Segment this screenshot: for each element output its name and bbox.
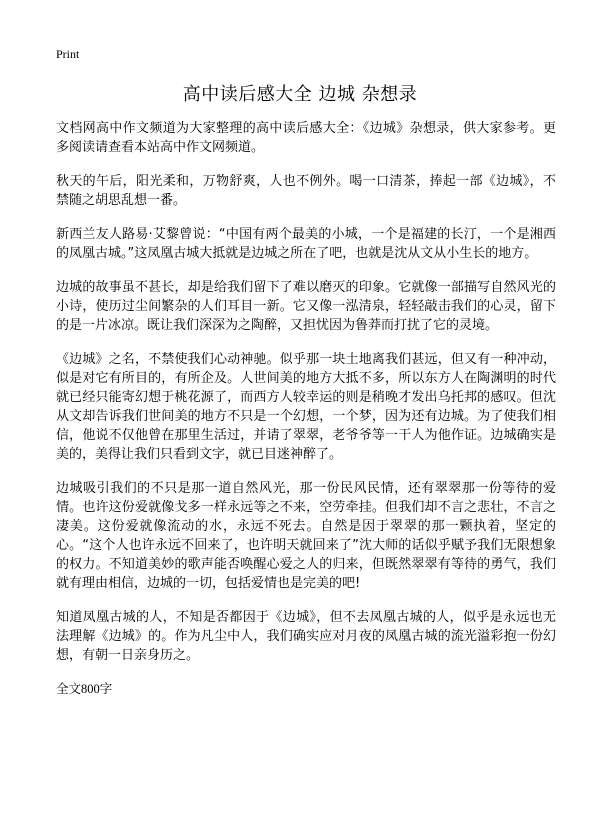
body-paragraph: 知道凤凰古城的人，不知是否都因于《边城》，但不去凤凰古城的人，似乎是永远也无法理解《边城》的。作为凡尘中人，我们确实应对月夜的凤凰古城的流光溢彩抱一份幻想，有朝一日亲身历之。 — [56, 610, 556, 663]
article-body — [56, 119, 556, 698]
body-paragraph: 秋天的午后，阳光柔和，万物舒爽，人也不例外。喝一口清茶，捧起一部《边城》，不禁随之胡思乱想一番。 — [56, 174, 556, 208]
body-paragraph: 边城吸引我们的不只是那一道自然风光，那一份民风民情，还有翠翠那一份等待的爱情。也许这份爱就像戈多一样永远等之不来，空劳牵挂。但我们却不言之悲壮，不言之凄美。这份爱就像流动的水，永远不死去。自然是因于翠翠的那一颗执着，坚定的心。“这个人也许永远不回来了，也许明天就回来了”沈大师的话似乎赋予我们无限想象的权力。不知道美妙的歌声能否唤醒心爱之人的归来，但既然翠翠有等待的勇气，我们就有理由相信，边城的一切，包括爱情也是完美的吧! — [56, 481, 556, 591]
body-paragraph: 新西兰友人路易·艾黎曾说：“中国有两个最美的小城，一个是福建的长汀，一个是湘西的凤凰古城。”这凤凰古城大抵就是边城之所在了吧，也就是沈从文从小生长的地方。 — [56, 227, 556, 261]
word-count: 全文800字 — [56, 682, 113, 696]
body-paragraph: 边城的故事虽不甚长，却是给我们留下了难以磨灭的印象。它就像一部描写自然风光的小诗，使历过尘间繁杂的人们耳目一新。它又像一泓清泉，轻轻敲击我们的心灵，留下的是一片冰凉。既让我们深深为之陶醉，又担忧因为鲁莽而打扰了它的灵境。 — [56, 280, 556, 333]
page-title: 高中读后感大全 边城 杂想录 — [182, 84, 418, 105]
print-link[interactable]: Print — [56, 47, 80, 61]
intro-paragraph: 文档网高中作文频道为大家整理的高中读后感大全：《边城》杂想录，供大家参考。更多阅读请查看本站高中作文网频道。 — [56, 121, 556, 155]
body-paragraph: 《边城》之名，不禁使我们心动神驰。似乎那一块土地离我们甚远，但又有一种冲动，似是对它有所目的，有所企及。人世间美的地方大抵不多，所以东方人在陶渊明的时代就已经只能寄幻想于桃花源了，而西方人较幸运的则是稍晚才发出乌托邦的感叹。但沈从文却告诉我们世间美的地方不只是一个幻想，一个梦，因为还有边城。为了使我们相信，他说不仅他曾在那里生活过，并请了翠翠，老爷爷等一干人为他作证。边城确实是美的，美得让我们只看到文字，就已目迷神醉了。 — [56, 352, 556, 462]
